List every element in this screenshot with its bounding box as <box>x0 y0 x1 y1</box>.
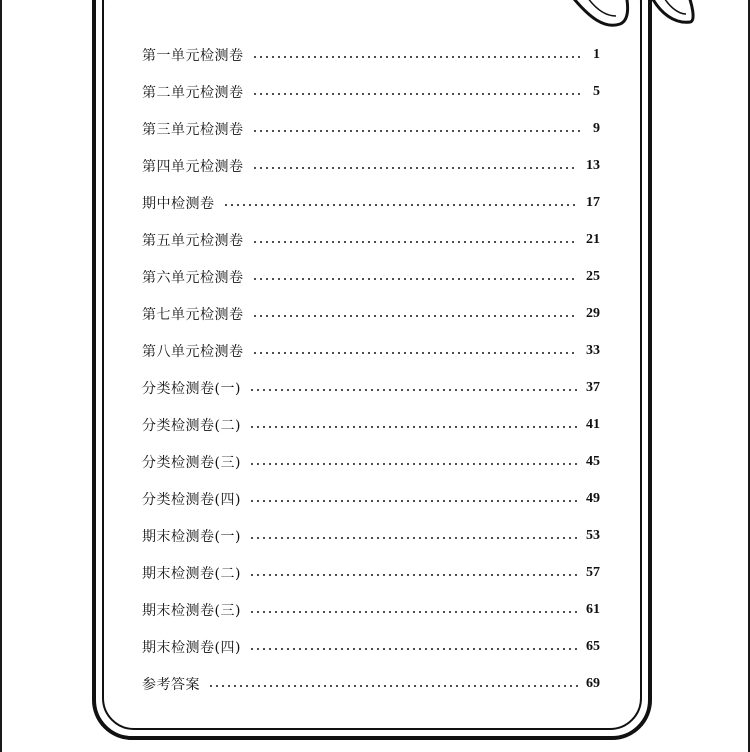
toc-entry-title: 第五单元检测卷 <box>142 232 244 249</box>
dot-leader <box>249 611 578 613</box>
dot-leader <box>249 574 578 576</box>
toc-entry-title: 期末检测卷(二) <box>142 565 241 582</box>
dot-leader <box>249 500 578 502</box>
toc-entry-title: 期末检测卷(三) <box>142 602 241 619</box>
toc-entry-title: 分类检测卷(一) <box>142 380 241 397</box>
toc-entry-page: 41 <box>586 416 600 432</box>
toc-entry[interactable] <box>142 480 600 517</box>
toc-entry[interactable] <box>142 258 600 295</box>
toc-entry-page: 65 <box>586 638 600 654</box>
dot-leader <box>252 56 581 58</box>
toc-entry-page: 21 <box>586 231 600 247</box>
dot-leader <box>249 463 578 465</box>
toc-entry-page: 1 <box>593 46 600 62</box>
toc-entry[interactable] <box>142 591 600 628</box>
toc-entry[interactable] <box>142 443 600 480</box>
toc-entry-title: 期末检测卷(一) <box>142 528 241 545</box>
toc-entry[interactable] <box>142 517 600 554</box>
toc-entry-page: 33 <box>586 342 600 358</box>
toc-entry[interactable] <box>142 73 600 110</box>
toc-entry[interactable] <box>142 628 600 665</box>
toc-entry-page: 49 <box>586 490 600 506</box>
toc-entry-page: 69 <box>586 675 600 691</box>
toc-entry-title: 第七单元检测卷 <box>142 306 244 323</box>
toc-entry-page: 53 <box>586 527 600 543</box>
toc-entry-page: 5 <box>593 83 600 99</box>
toc-entry-title: 第三单元检测卷 <box>142 121 244 138</box>
toc-entry-page: 45 <box>586 453 600 469</box>
toc-entry[interactable] <box>142 332 600 369</box>
toc-entry-page: 61 <box>586 601 600 617</box>
toc-entry-page: 9 <box>593 120 600 136</box>
dot-leader <box>252 352 579 354</box>
dot-leader <box>249 389 578 391</box>
toc-entry-page: 37 <box>586 379 600 395</box>
toc-entry[interactable] <box>142 110 600 147</box>
toc-entry-title: 分类检测卷(二) <box>142 417 241 434</box>
dot-leader <box>249 537 578 539</box>
dot-leader <box>208 685 578 687</box>
toc-entry-title: 分类检测卷(三) <box>142 454 241 471</box>
dot-leader <box>252 315 579 317</box>
toc-entry-title: 参考答案 <box>142 676 200 693</box>
toc-entry[interactable] <box>142 369 600 406</box>
table-of-contents <box>142 36 600 702</box>
toc-entry[interactable] <box>142 406 600 443</box>
dot-leader <box>249 648 578 650</box>
dot-leader <box>252 167 579 169</box>
toc-entry-title: 第八单元检测卷 <box>142 343 244 360</box>
toc-entry-title: 期中检测卷 <box>142 195 215 212</box>
toc-entry[interactable] <box>142 295 600 332</box>
toc-entry[interactable] <box>142 665 600 702</box>
toc-entry-title: 第一单元检测卷 <box>142 47 244 64</box>
toc-entry-page: 17 <box>586 194 600 210</box>
toc-entry[interactable] <box>142 184 600 221</box>
toc-entry-title: 第四单元检测卷 <box>142 158 244 175</box>
dot-leader <box>249 426 578 428</box>
toc-entry[interactable] <box>142 554 600 591</box>
dot-leader <box>223 204 579 206</box>
toc-entry[interactable] <box>142 147 600 184</box>
dot-leader <box>252 241 579 243</box>
toc-entry-page: 25 <box>586 268 600 284</box>
toc-entry-title: 第二单元检测卷 <box>142 84 244 101</box>
dot-leader <box>252 278 579 280</box>
toc-entry[interactable] <box>142 36 600 73</box>
page-edge-left <box>0 0 2 752</box>
toc-entry-title: 分类检测卷(四) <box>142 491 241 508</box>
toc-entry-page: 13 <box>586 157 600 173</box>
toc-entry-page: 29 <box>586 305 600 321</box>
dot-leader <box>252 130 581 132</box>
toc-entry-title: 第六单元检测卷 <box>142 269 244 286</box>
dot-leader <box>252 93 581 95</box>
toc-entry-title: 期末检测卷(四) <box>142 639 241 656</box>
toc-entry[interactable] <box>142 221 600 258</box>
toc-entry-page: 57 <box>586 564 600 580</box>
